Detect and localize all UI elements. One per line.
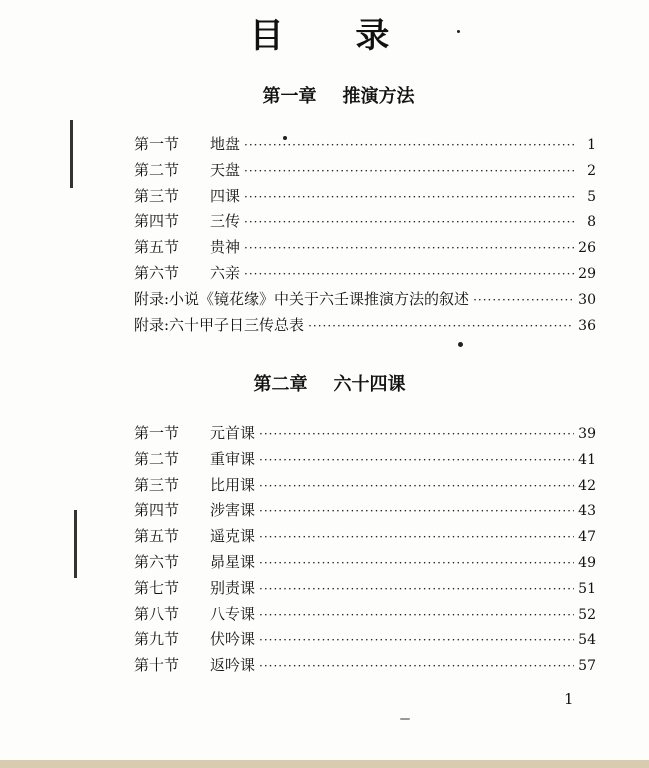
toc-entry	[134, 550, 596, 576]
toc-title: 遥克课	[210, 527, 256, 546]
toc-section: 第九节	[134, 630, 180, 649]
toc-leader	[473, 288, 574, 314]
toc-page: 41	[578, 451, 596, 468]
toc-entry	[134, 627, 596, 653]
toc-appendix	[134, 313, 596, 339]
toc-page: 51	[578, 580, 596, 597]
toc-leader	[308, 314, 574, 340]
toc-title: 天盘	[210, 160, 241, 179]
binding-mark	[70, 120, 73, 188]
toc-page: 30	[578, 291, 596, 308]
toc-entry	[134, 602, 596, 628]
scan-edge	[0, 760, 649, 768]
toc-section: 第五节	[134, 527, 180, 546]
toc-section: 第四节	[134, 212, 180, 231]
toc-leader	[259, 422, 574, 448]
toc-page: 52	[578, 606, 596, 623]
toc-title: 涉害课	[210, 501, 256, 520]
toc-section: 第六节	[134, 263, 180, 282]
toc-appendix-title: 附录:小说《镜花缘》中关于六壬课推演方法的叙述	[134, 289, 470, 308]
toc-page: 49	[578, 554, 596, 571]
toc-title: 比用课	[210, 475, 256, 494]
toc-entry	[134, 524, 596, 550]
toc-title: 元首课	[210, 424, 256, 442]
toc-entry	[134, 421, 596, 447]
toc-leader	[259, 499, 574, 525]
toc-page: 54	[578, 632, 596, 649]
toc-leader	[259, 551, 574, 577]
toc-page: 57	[578, 658, 596, 675]
page-title: 目 录	[249, 16, 420, 56]
toc-entry	[134, 473, 596, 499]
toc-page: 2	[587, 162, 596, 179]
page-number: 1	[564, 690, 574, 708]
toc-leader	[259, 448, 574, 474]
toc-title: 八专课	[210, 604, 256, 623]
toc-section: 第八节	[134, 604, 180, 623]
chapter-1-toc	[134, 132, 596, 338]
toc-section: 第一节	[134, 135, 180, 153]
toc-page: 39	[578, 426, 596, 442]
toc-section: 第五节	[134, 238, 180, 257]
toc-title: 返吟课	[210, 656, 256, 675]
scan-speck	[458, 342, 463, 347]
toc-entry	[134, 261, 596, 287]
toc-section: 第三节	[134, 475, 180, 494]
toc-section: 第十节	[134, 656, 180, 675]
chapter-1-number: 第一章	[262, 86, 317, 107]
toc-page: 29	[578, 265, 596, 282]
chapter-2-name: 六十四课	[333, 374, 406, 395]
binding-mark	[74, 510, 77, 578]
toc-leader	[259, 577, 574, 603]
toc-page: 5	[587, 188, 596, 205]
toc-page: 8	[587, 214, 596, 231]
toc-section: 第三节	[134, 186, 180, 205]
toc-leader	[259, 654, 574, 680]
toc-leader	[259, 525, 574, 551]
toc-appendix-title: 附录:六十甲子日三传总表	[134, 315, 305, 334]
toc-title: 昴星课	[210, 552, 256, 571]
toc-title: 重审课	[210, 449, 256, 468]
toc-page: 1	[587, 137, 596, 153]
toc-title: 贵神	[210, 238, 241, 257]
toc-page: 47	[578, 529, 596, 546]
scan-speck	[283, 136, 287, 140]
toc-title: 三传	[210, 212, 241, 231]
toc-section: 第一节	[134, 424, 180, 442]
chapter-1-name: 推演方法	[342, 86, 415, 107]
toc-page: 36	[578, 317, 596, 334]
toc-title: 四课	[210, 186, 241, 205]
toc-entry	[134, 209, 596, 235]
toc-leader	[244, 262, 574, 288]
toc-entry	[134, 653, 596, 679]
toc-title: 别责课	[210, 578, 256, 597]
chapter-2-toc	[134, 421, 596, 679]
toc-entry	[134, 576, 596, 602]
toc-section: 第六节	[134, 552, 180, 571]
toc-page: 43	[578, 503, 596, 520]
toc-leader	[244, 133, 576, 159]
toc-appendix	[134, 287, 596, 313]
toc-page: 42	[578, 477, 596, 494]
toc-page: 26	[578, 240, 596, 257]
toc-entry	[134, 184, 596, 210]
toc-leader	[244, 210, 576, 236]
chapter-2-heading	[0, 370, 649, 396]
chapter-1-heading	[0, 82, 649, 108]
toc-section: 第二节	[134, 449, 180, 468]
toc-leader	[259, 474, 574, 500]
toc-entry	[134, 235, 596, 261]
toc-title: 六亲	[210, 263, 241, 282]
toc-leader	[259, 628, 574, 654]
toc-title: 地盘	[210, 135, 241, 153]
toc-entry	[134, 498, 596, 524]
scan-speck	[400, 718, 410, 720]
toc-section: 第七节	[134, 578, 180, 597]
toc-section: 第二节	[134, 160, 180, 179]
scan-speck	[457, 30, 460, 33]
toc-entry	[134, 132, 596, 158]
toc-entry	[134, 447, 596, 473]
toc-section: 第四节	[134, 501, 180, 520]
chapter-2-number: 第二章	[253, 374, 308, 395]
toc-leader	[244, 236, 574, 262]
toc-entry	[134, 158, 596, 184]
toc-leader	[244, 159, 576, 185]
toc-leader	[259, 603, 574, 629]
toc-title: 伏吟课	[210, 630, 256, 649]
toc-leader	[244, 185, 576, 211]
